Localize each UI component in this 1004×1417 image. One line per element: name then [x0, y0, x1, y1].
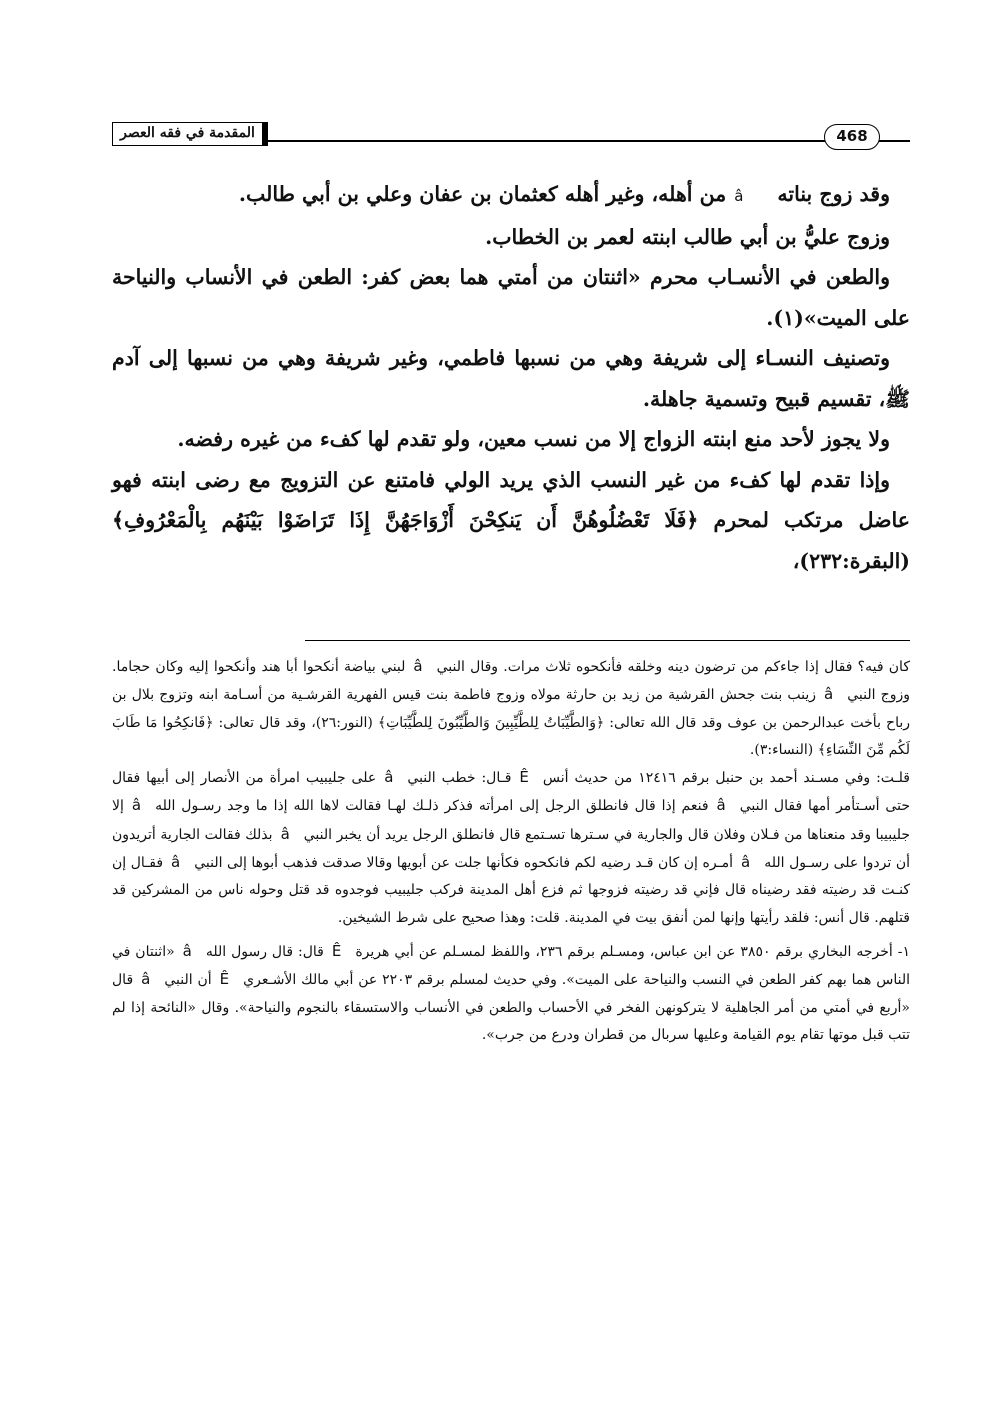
footnote-1: ١- أخرجه البخاري برقم ٣٨٥٠ عن ابن عباس، ومسـلم برقم ٢٣٦، واللفظ لمسـلم عن أبي هريرةÊقال: قال رسول اللهâ«اثنتان في الناس هما بهم كفر الطعن في النسب والنياحة على الميت». وفي حديث لمسلم برقم ٢٢٠٣ عن أبي مالك الأشـعريÊأن النبيâقال «أربع في أمتي من أمر الجاهلية لا يتركونهن الفخر في الأحساب والطعن في الأنساب والاستسقاء بالنجوم والنياحة». وقال «النائحة إذا لم تتب قبل موتها تقام يوم القيامة وعليها سربال من قطران ودرع من جرب».	[112, 938, 910, 1049]
footnote-paragraph: قلـت: وفي مسـند أحمد بن حنبل برقم ١٢٤١٦ من حديث أنسÊقـال: خطب النبيâعلى جليبيب امرأة من الأنصار إلى أبيها فقال حتى أسـتأمر أمها فقال النبيâفنعم إذا قال فانطلق الرجل إلى امرأته فذكر ذلـك لهـا فقالت لاها الله إذا ما وجد رسـول اللهâإلا جليبيبا وقد منعناها من فـلان وفلان قال والجارية في سـترها تسـتمع قال فانطلق الرجل يريد أن يخبر النبيâبذلك فقالت الجارية أتريدون أن تردوا على رسـول اللهâأمـره إن كان قـد رضيه لكم فانكحوه فكأنها جلت عن أبويها وقالا صدقت فذهب أبوها إلى النبيâفقـال إن كنـت قد رضيته فقد رضيناه قال فإني قد رضيته فزوجها ثم فزع أهل المدينة فركب جليبيب فوجدوه قد قتل وحوله ناس من المشركين قد قتلهم. قال أنس: فلقد رأيتها وإنها لمن أنفق بيت في المدينة. قلت: وهذا صحيح على شرط الشيخين.	[112, 764, 910, 932]
honorific-marker: â	[384, 768, 394, 787]
honorific-marker: â	[741, 853, 751, 872]
footnote-divider	[305, 640, 910, 641]
paragraph: وقد زوج بناتهâمن أهله، وغير أهله كعثمان بن عفان وعلي بن أبي طالب.	[112, 174, 910, 217]
footnote-paragraph: كان فيه؟ فقال إذا جاءكم من ترضون دينه وخلقه فأنكحوه ثلاث مرات. وقال النبيâلبني بياضة أنكحوا أبا هند وأنكحوا إليه وكان حجاما. وزوج النبيâزينب بنت جحش القرشية من زيد بن حارثة مولاه وزوج فاطمة بنت قيس الفهرية القرشـية من أسـامة ابنه وتزوج بلال بن رباح بأخت عبدالرحمن بن عوف وقد قال الله تعالى: ﴿وَالطَّيِّبَاتُ لِلطَّيِّبِينَ وَالطَّيِّبُونَ لِلطَّيِّبَاتِ﴾ (النور:٢٦)، وقد قال تعالى: ﴿فَانكِحُوا مَا طَابَ لَكُم مِّنَ النِّسَاءِ﴾ (النساء:٣).	[112, 653, 910, 764]
honorific-marker: â	[171, 853, 181, 872]
honorific-marker: â	[824, 685, 834, 704]
honorific-marker: Ê	[219, 970, 230, 989]
page-header	[112, 118, 910, 150]
honorific-marker: â	[716, 796, 726, 815]
honorific-marker: â	[734, 187, 744, 205]
page-number: 468	[824, 124, 880, 150]
honorific-marker: â	[413, 657, 423, 675]
paragraph: وتصنيف النسـاء إلى شريفة وهي من نسبها فاطمي، وغير شريفة وهي من نسبها إلى آدم ﷺ، تقسيم قبيح وتسمية جاهلة.	[112, 346, 910, 411]
book-title: المقدمة في فقه العصر	[112, 122, 268, 146]
honorific-marker: â	[141, 970, 151, 989]
honorific-marker: Ê	[519, 768, 529, 787]
footnotes	[112, 653, 910, 1049]
honorific-marker: Ê	[331, 941, 342, 960]
paragraph: وزوج عليُّ بن أبي طالب ابنته لعمر بن الخطاب.	[485, 224, 890, 249]
honorific-marker: â	[280, 824, 290, 843]
honorific-marker: â	[131, 796, 142, 815]
paragraph: ولا يجوز لأحد منع ابنته الزواج إلا من نسب معين، ولو تقدم لها كفء من غيره رفضه.	[177, 427, 890, 451]
paragraph: وإذا تقدم لها كفء من غير النسب الذي يريد الولي فامتنع عن التزويج مع رضى ابنته فهو عاضل مرتكب لمحرم ﴿فَلَا تَعْضُلُوهُنَّ أَن يَنكِحْنَ أَزْوَاجَهُنَّ إِذَا تَرَاضَوْا بَيْنَهُم بِالْمَعْرُوفِ﴾(البقرة:٢٣٢)،	[112, 467, 910, 573]
paragraph: والطعن في الأنسـاب محرم «اثنتان من أمتي هما بعض كفر: الطعن في الأنساب والنياحة على الميت»(١).	[112, 265, 910, 330]
honorific-marker: â	[182, 941, 192, 960]
main-text	[112, 174, 910, 581]
